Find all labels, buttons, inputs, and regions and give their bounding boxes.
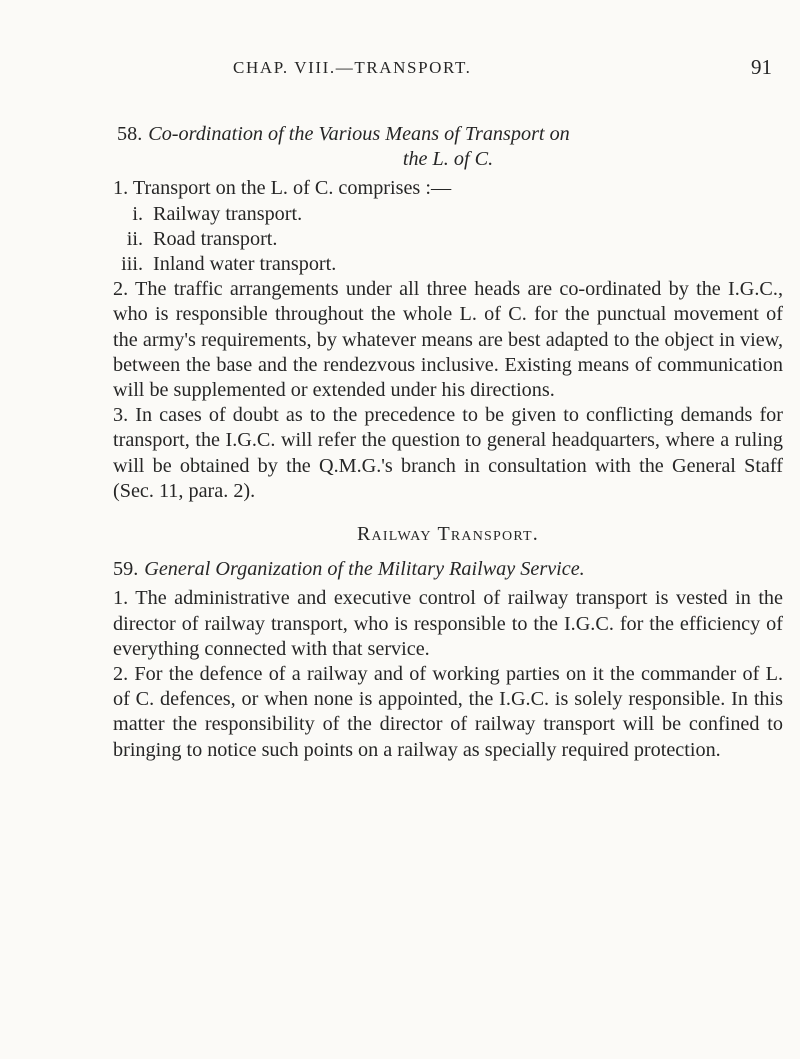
section-59-title xyxy=(113,557,783,582)
section-58-title-text2: the L. of C. xyxy=(402,148,494,171)
section-59-para-2: 2. For the defence of a railway and of working parties on it the commander of L. of C. defences, or when none is appointed, the I.G.C. is solely responsible. In this matter the responsibility of the director of railway transport will be confined to bringing to notice such points on a railway as specially required protection. xyxy=(113,663,783,761)
section-59-number: 59. xyxy=(113,558,139,581)
running-head: CHAP. VIII.—TRANSPORT. xyxy=(233,58,472,77)
section-59-para-1: 1. The administrative and executive control of railway transport is vested in the director of railway transport, who is responsible to the I.G.C. for the efficiency of everything connected with that service. xyxy=(113,587,783,660)
list-item xyxy=(113,252,783,277)
page-number: 91 xyxy=(751,55,772,79)
list-item-text: Railway transport. xyxy=(153,202,303,225)
section-58-title-line1 xyxy=(113,122,783,147)
page-body xyxy=(113,122,783,763)
section-58-title-text1: Co-ordination of the Various Means of Transport on xyxy=(148,123,570,145)
list-item-text: Road transport. xyxy=(153,227,278,250)
list-item-number: ii. xyxy=(126,227,143,250)
section-58-number: 58. xyxy=(117,123,143,145)
railway-transport-heading: Railway Transport. xyxy=(357,523,539,546)
list-item xyxy=(113,202,783,227)
section-58-title xyxy=(113,122,783,172)
list-item-text: Inland water transport. xyxy=(153,253,337,276)
list-item xyxy=(113,227,783,252)
section-59-title-text: General Organization of the Military Railway Service. xyxy=(144,558,585,581)
transport-list xyxy=(113,202,783,278)
section-58-para-2: 2. The traffic arrangements under all three heads are co-ordinated by the I.G.C., who is responsible throughout the whole L. of C. for the punctual movement of the army's requirements, by whatever means are best adapted to the object in view, between the base and the rendezvous inclusive. Existing means of communication will be supplemented or extended under his directions. xyxy=(113,278,783,402)
list-item-number: i. xyxy=(132,202,143,225)
list-item-number: iii. xyxy=(121,253,143,276)
section-58-para-3: 3. In cases of doubt as to the precedence to be given to conflicting demands for transport, the I.G.C. will refer the question to general headquarters, where a ruling will be obtained by the Q.M.G.'s branch in consultation with the General Staff (Sec. 11, para. 2). xyxy=(113,404,783,502)
section-58-para-1: 1. Transport on the L. of C. comprises :— xyxy=(113,177,452,200)
